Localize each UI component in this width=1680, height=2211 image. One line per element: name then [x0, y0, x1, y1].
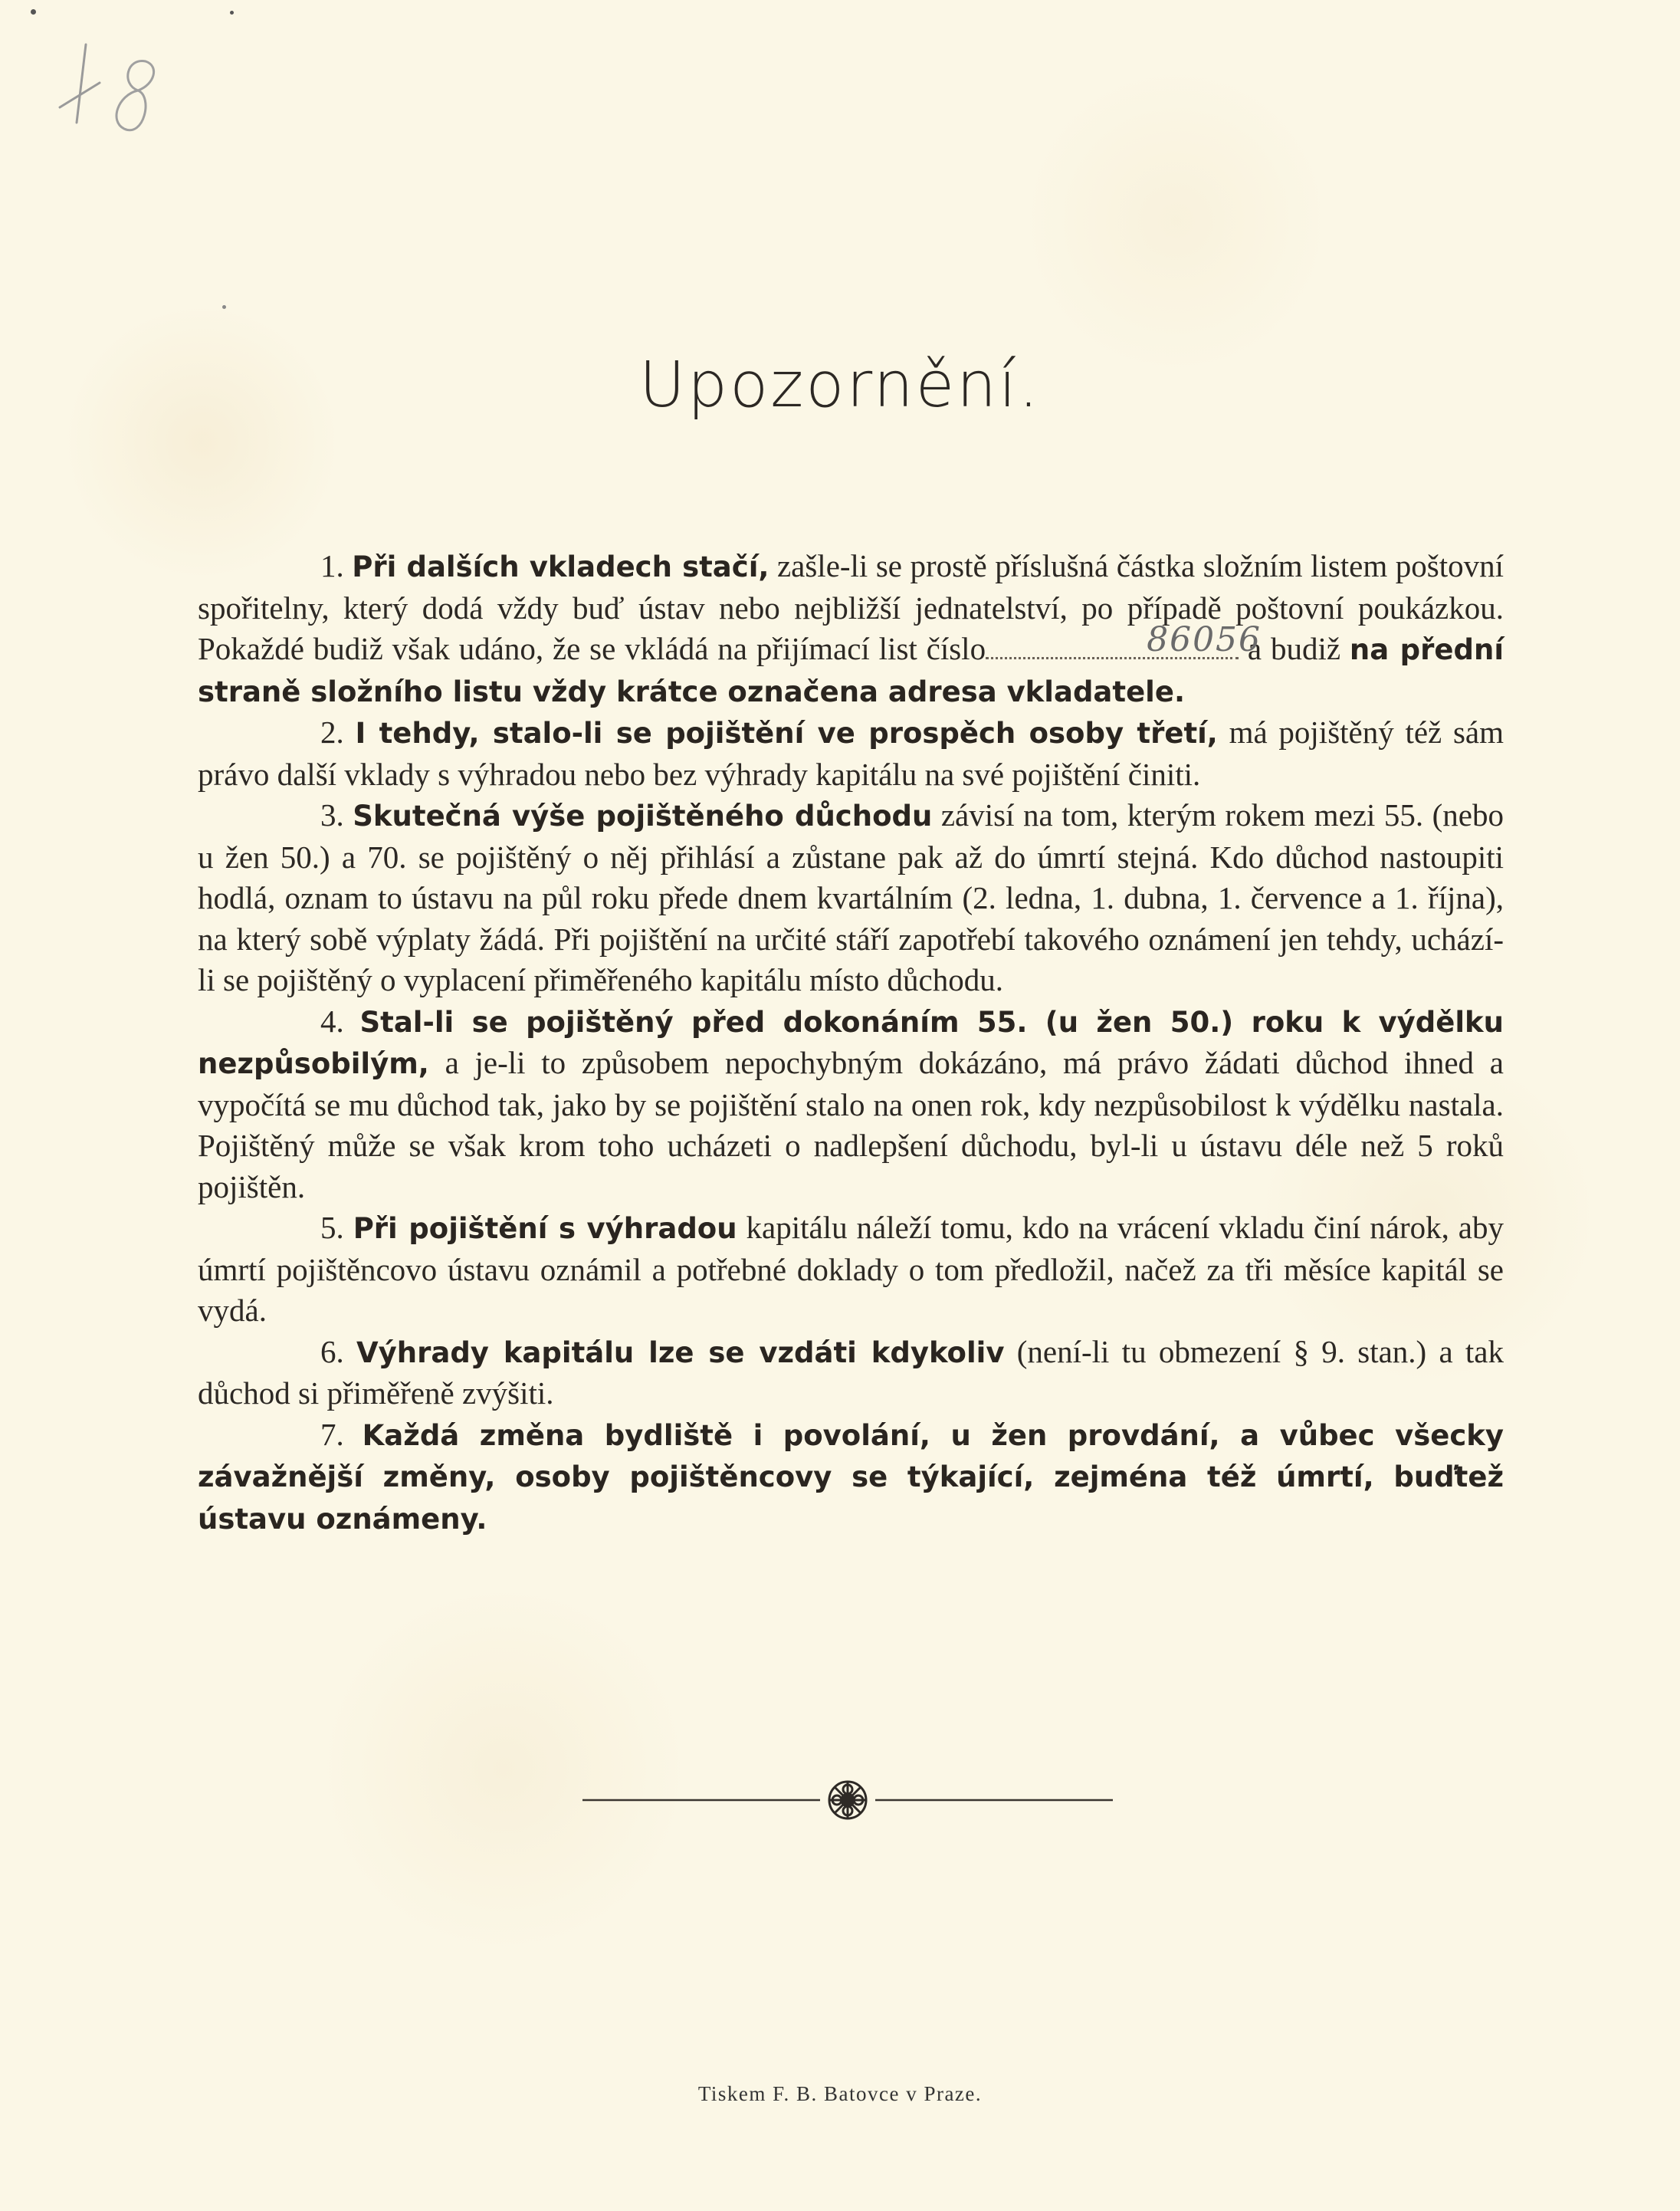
emphasized-text: Skutečná výše pojištěného důchodu — [353, 800, 933, 833]
body-text: a budiž — [1239, 631, 1350, 666]
emphasized-text: Stal-li se pojištěný před dokonáním 55. (u žen 50.) roku k výdělku nezpůsobilým, — [198, 1005, 1504, 1080]
paragraph-number: 7. — [320, 1416, 363, 1452]
paper-speck — [31, 9, 36, 15]
paragraph-number: 1. — [320, 548, 353, 583]
emphasized-text: Výhrady kapitálu lze se vzdáti kdykoliv — [356, 1335, 1005, 1369]
emphasized-text: I tehdy, stalo-li se pojištění ve prospěch osoby třetí, — [355, 717, 1218, 750]
paper-speck — [222, 305, 226, 309]
body-text: (není-li tu obmezení § 9. stan.) a tak důchod si přiměřeně zvýšiti. — [198, 1333, 1504, 1411]
notice-paragraph-7 — [198, 1414, 1504, 1540]
body-text: a je-li to způsobem nepochybným dokázáno, má právo žádati důchod ihned a vypočítá se mu důchod tak, jako by se pojištění stalo na onen rok, kdy nezpůsobilost k výdělku nastala. Pojištěný může se však krom toho ucházeti o nadlepšení důchodu, byl-li u ústavu déle než 5 roků pojištěn. — [198, 1045, 1504, 1204]
paragraph-number: 2. — [320, 715, 356, 750]
emphasized-text: Při pojištění s výhradou — [353, 1212, 737, 1245]
body-text: závisí na tom, kterým rokem mezi 55. (nebo u žen 50.) a 70. se pojištěný o něj přihlásí a zůstane pak až do úmrtí stejná. Kdo důchod nastoupiti hodlá, oznam to ústavu na půl roku přede dnem kvartálním (2. ledna, 1. dubna, 1. července a 1. října), na který sobě výplaty žádá. Při pojištění na určité stáří zapotřebí takového oznámení jen tehdy, uchází-li se pojištěný o vyplacení přiměřeného kapitálu místo důchodu. — [198, 797, 1504, 997]
notice-paragraph-3 — [198, 795, 1504, 1001]
rosette-ornament-icon — [582, 1777, 1113, 1823]
paragraph-number: 4. — [320, 1003, 360, 1039]
paragraph-number: 5. — [320, 1210, 353, 1245]
notice-paragraph-2 — [198, 712, 1504, 795]
page-title: Upozornění. — [639, 349, 1041, 422]
handwritten-account-number: 86056 — [1147, 619, 1262, 659]
notice-paragraph-4 — [198, 1001, 1504, 1208]
emphasized-text: na přední straně složního listu vždy krátce označena adresa vkladatele. — [198, 633, 1504, 708]
account-number-field — [986, 619, 1262, 659]
paragraph-number: 3. — [320, 797, 353, 833]
paper-speck — [230, 11, 234, 15]
notice-paragraph-5 — [198, 1207, 1504, 1332]
body-text: má pojištěný též sám právo další vklady s výhradou nebo bez výhrady kapitálu na své pojištění činiti. — [198, 715, 1504, 792]
notice-body — [198, 546, 1504, 1539]
notice-paragraph-6 — [198, 1332, 1504, 1414]
notice-paragraph-1 — [198, 546, 1504, 712]
body-text: kapitálu náleží tomu, kdo na vrácení vkladu činí nárok, aby úmrtí pojištěncovo ústavu oznámil a potřebné doklady o tom předložil, načež za tři měsíce kapitál se vydá. — [198, 1210, 1504, 1328]
page-mark: 48 — [54, 143, 56, 145]
body-text: zašle-li se prostě příslušná částka složním listem poštovní spořitelny, který dodá vždy buď ústav nebo nejbližší jednatelství, po případě poštovní poukázkou. Pokaždé budiž však udáno, že se vkládá na přijímací list číslo — [198, 548, 1504, 666]
pencil-mark — [54, 31, 169, 146]
emphasized-text: Každá změna bydliště i povolání, u žen provdání, a vůbec všecky závažnější změny, osoby pojištěncovy se týkající, zejména též úmrtí, buďtež ústavu oznámeny. — [198, 1418, 1504, 1536]
printer-imprint: Tiskem F. B. Batovce v Praze. — [697, 2082, 983, 2105]
emphasized-text: Při dalších vkladech stačí, — [352, 550, 769, 583]
paragraph-number: 6. — [320, 1333, 357, 1369]
